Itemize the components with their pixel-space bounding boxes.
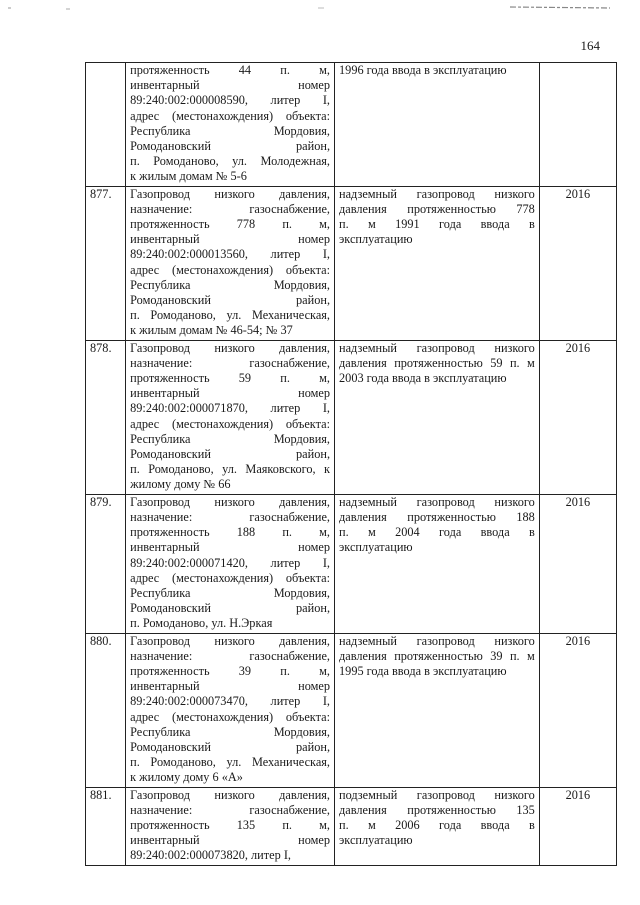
description-line: протяженность 135 п. м, — [130, 817, 331, 832]
description-line: Ромодановский район, — [130, 447, 331, 462]
description-line: к жилым домам № 46-54; № 37 — [130, 323, 293, 338]
note-line: давления протяженностью 59 п. м — [339, 355, 535, 370]
note-line: надземный газопровод низкого — [339, 340, 535, 355]
year-cell: 2016 — [539, 186, 616, 340]
object-description-cell — [126, 787, 335, 865]
table-row — [86, 494, 617, 633]
description-line: 89:240:002:000073820, литер I, — [130, 848, 291, 863]
note-line: давления протяженностью 135 — [339, 802, 535, 817]
page-number: 164 — [580, 38, 600, 53]
registry-table — [85, 62, 617, 866]
description-line: Республика Мордовия, — [130, 431, 331, 446]
description-line: инвентарный номер — [130, 232, 331, 247]
row-number-cell: 877. — [86, 186, 126, 340]
description-line: инвентарный номер — [130, 540, 331, 555]
row-number-cell: 881. — [86, 787, 126, 865]
object-description-cell — [126, 494, 335, 633]
row-number-cell: 880. — [86, 633, 126, 787]
description-line: протяженность 44 п. м, — [130, 63, 331, 77]
object-description-cell — [126, 186, 335, 340]
note-line: надземный газопровод низкого — [339, 186, 535, 201]
description-line: адрес (местонахождения) объекта: — [130, 709, 331, 724]
description-line: 89:240:002:000071420, литер I, — [130, 555, 331, 570]
description-line: адрес (местонахождения) объекта: — [130, 416, 331, 431]
object-note-cell — [335, 340, 540, 494]
description-line: инвентарный номер — [130, 679, 331, 694]
description-line: инвентарный номер — [130, 386, 331, 401]
description-line: Ромодановский район, — [130, 601, 331, 616]
note-line: подземный газопровод низкого — [339, 787, 535, 802]
description-line: Ромодановский район, — [130, 293, 331, 308]
note-line: п. м 1991 года ввода в — [339, 217, 535, 232]
description-line: Республика Мордовия, — [130, 277, 331, 292]
description-line: инвентарный номер — [130, 78, 331, 93]
table-row — [86, 63, 617, 187]
note-line: п. м 2004 года ввода в — [339, 525, 535, 540]
description-line: назначение: газоснабжение, — [130, 802, 331, 817]
object-note-cell — [335, 494, 540, 633]
description-line: Газопровод низкого давления, — [130, 186, 331, 201]
description-line: протяженность 778 п. м, — [130, 217, 331, 232]
object-note-cell — [335, 787, 540, 865]
description-line: адрес (местонахождения) объекта: — [130, 570, 331, 585]
description-line: протяженность 39 п. м, — [130, 663, 331, 678]
note-line: давления протяженностью 778 — [339, 201, 535, 216]
description-line: Республика Мордовия, — [130, 724, 331, 739]
note-line: эксплуатацию — [339, 833, 413, 848]
description-line: п. Ромоданово, ул. Механическая, — [130, 308, 331, 323]
description-line: адрес (местонахождения) объекта: — [130, 108, 331, 123]
description-line: 89:240:002:000013560, литер I, — [130, 247, 331, 262]
description-line: п. Ромоданово, ул. Н.Эркая — [130, 616, 273, 631]
object-description-cell — [126, 633, 335, 787]
description-line: Газопровод низкого давления, — [130, 494, 331, 509]
object-description-cell — [126, 63, 335, 187]
description-line: п. Ромоданово, ул. Молодежная, — [130, 154, 331, 169]
row-number-cell: 879. — [86, 494, 126, 633]
scan-artifact-top — [0, 6, 640, 12]
note-line: эксплуатацию — [339, 540, 413, 555]
object-note-cell — [335, 63, 540, 187]
description-line: Ромодановский район, — [130, 739, 331, 754]
object-description-cell — [126, 340, 335, 494]
description-line: Ромодановский район, — [130, 139, 331, 154]
note-line: надземный газопровод низкого — [339, 494, 535, 509]
description-line: Республика Мордовия, — [130, 123, 331, 138]
description-line: назначение: газоснабжение, — [130, 648, 331, 663]
year-cell — [539, 63, 616, 187]
description-line: п. Ромоданово, ул. Механическая, — [130, 755, 331, 770]
description-line: инвентарный номер — [130, 833, 331, 848]
description-line: назначение: газоснабжение, — [130, 355, 331, 370]
year-cell: 2016 — [539, 494, 616, 633]
description-line: 89:240:002:000008590, литер I, — [130, 93, 331, 108]
table-row — [86, 787, 617, 865]
object-note-cell — [335, 633, 540, 787]
description-line: Газопровод низкого давления, — [130, 787, 331, 802]
table-row — [86, 340, 617, 494]
description-line: жилому дому № 66 — [130, 477, 231, 492]
description-line: протяженность 59 п. м, — [130, 371, 331, 386]
year-cell: 2016 — [539, 633, 616, 787]
object-note-cell — [335, 186, 540, 340]
description-line: адрес (местонахождения) объекта: — [130, 262, 331, 277]
note-line: п. м 2006 года ввода в — [339, 817, 535, 832]
row-number-cell — [86, 63, 126, 187]
table-row — [86, 633, 617, 787]
row-number-cell: 878. — [86, 340, 126, 494]
registry-table-body — [86, 63, 617, 866]
description-line: к жилому дому 6 «А» — [130, 770, 243, 785]
note-line: надземный газопровод низкого — [339, 633, 535, 648]
year-cell: 2016 — [539, 340, 616, 494]
description-line: п. Ромоданово, ул. Маяковского, к — [130, 462, 331, 477]
note-line: давления протяженностью 188 — [339, 509, 535, 524]
note-line: давления протяженностью 39 п. м — [339, 648, 535, 663]
description-line: 89:240:002:000073470, литер I, — [130, 694, 331, 709]
note-line: 1996 года ввода в эксплуатацию — [339, 63, 507, 77]
note-line: эксплуатацию — [339, 232, 413, 247]
description-line: к жилым домам № 5-6 — [130, 169, 247, 184]
description-line: Газопровод низкого давления, — [130, 340, 331, 355]
note-line: 2003 года ввода в эксплуатацию — [339, 371, 507, 386]
table-row — [86, 186, 617, 340]
year-cell: 2016 — [539, 787, 616, 865]
description-line: назначение: газоснабжение, — [130, 509, 331, 524]
description-line: назначение: газоснабжение, — [130, 201, 331, 216]
description-line: 89:240:002:000071870, литер I, — [130, 401, 331, 416]
note-line: 1995 года ввода в эксплуатацию — [339, 663, 507, 678]
description-line: протяженность 188 п. м, — [130, 525, 331, 540]
description-line: Газопровод низкого давления, — [130, 633, 331, 648]
description-line: Республика Мордовия, — [130, 585, 331, 600]
